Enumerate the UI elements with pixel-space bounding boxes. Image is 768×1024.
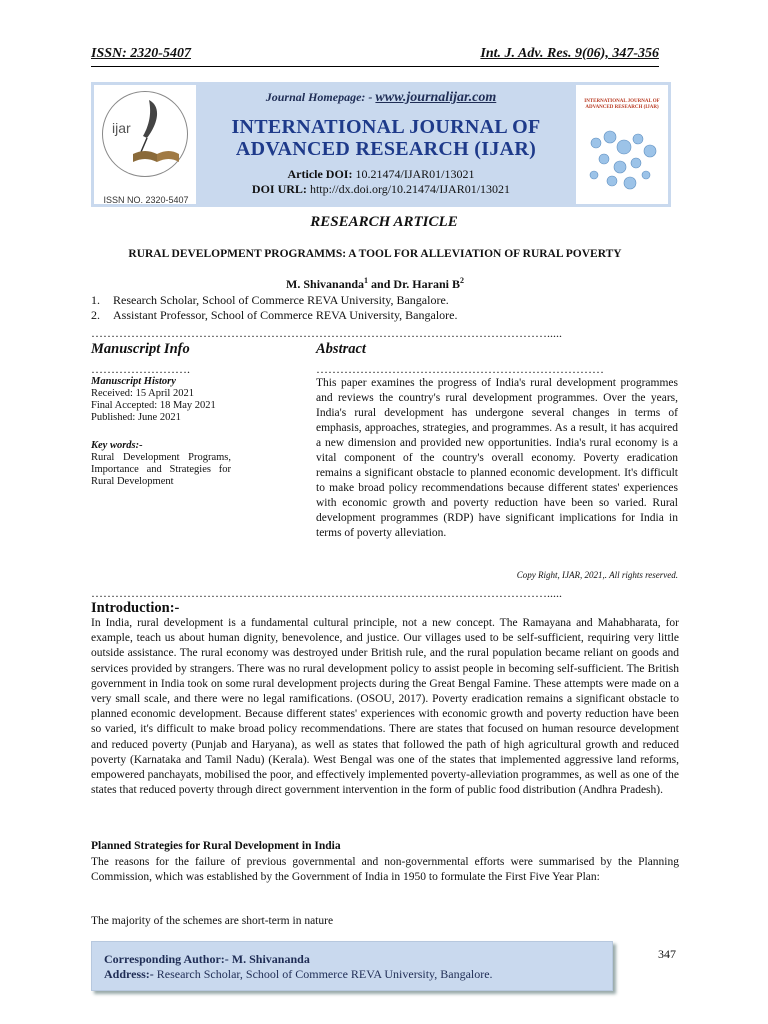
authors xyxy=(91,276,659,292)
introduction-heading: Introduction:- xyxy=(91,600,180,616)
history-label: Manuscript History xyxy=(91,376,176,387)
authors-and: and xyxy=(368,277,394,291)
logo-text: ijar xyxy=(112,120,131,136)
keywords: Rural Development Programs, Importance and Strategies for Rural Development xyxy=(91,452,231,487)
author-address xyxy=(104,967,493,982)
header-rule xyxy=(91,66,659,67)
cover-title: INTERNATIONAL JOURNAL OF ADVANCED RESEARCH (IJAR) xyxy=(584,99,660,110)
corresponding-author: Corresponding Author:- M. Shivananda xyxy=(104,952,310,966)
paper-title: RURAL DEVELOPMENT PROGRAMMS: A TOOL FOR ALLEVIATION OF RURAL POVERTY xyxy=(128,248,622,260)
author-1: M. Shivananda xyxy=(286,277,365,291)
homepage-link[interactable]: www.journalijar.com xyxy=(375,90,497,105)
running-header xyxy=(91,46,659,66)
strategies-note: The majority of the schemes are short-term in nature xyxy=(91,915,334,927)
abstract-text: This paper examines the progress of India's rural development programmes and reviews the country's rural development programmes. Over the years, India's rural development has undergone several changes in terms of emphasis, approaches, strategies, and programmes. As a result, it has acquired a new dimension and provided new opportunities. India's rural economy is a vital component of the country's overall economy. Poverty eradication remains a significant obstacle to planned economic development. It's difficult to make broad policy recommendations because different states' experiences with economic growth and poverty reduction have been so varied. Rural development programmes (RDP) have significant implications for India in terms of poverty alleviation. xyxy=(316,377,678,539)
affiliation-item xyxy=(91,293,457,308)
introduction-text: In India, rural development is a fundamental cultural principle, not a new concept. The Ramayana and Mahabharata, for example, teach us about human dignity, benevolence, and justice. Our villages used to be self-sufficient, requiring very little outside assistance. The rural economy was destroyed under British rule, and the rural population became reliant on goods and services provided by strangers. There was no rural development policy to assist people in becoming self-sufficient. The British government in India took on some rural development projects during the Great Bengal Famine. These attempts were made on a very small scale, and there were no legal ramifications. (OSOU, 2017). Poverty eradication remains a significant obstacle to planned economic development. Because different states' experiences with economic growth and poverty reduction have been so varied, it's difficult to make broad policy recommendations. There are states that focused on human resource development and reduced poverty (Punjab and Haryana), as well as states that followed the path of high agricultural growth and reduced poverty (Karnataka and Tamil Nadu) (Kerala). West Bengal was one of the states that implemented aggressive land reforms, empowered panchayats, mobilised the poor, and effectively implemented poverty-alleviation programmes, as well as one of the states that reduced poverty through direct government intervention in the form of public food distribution (Andhra Pradesh). xyxy=(91,617,679,797)
published-date: Published: June 2021 xyxy=(91,412,181,423)
doi-value: 10.21474/IJAR01/13021 xyxy=(355,167,475,181)
affiliation-number: 1. xyxy=(91,293,100,307)
info-dots: ……………………. xyxy=(91,364,190,374)
author-1-affil: 1 xyxy=(364,276,369,285)
issn-text: ISSN: 2320-5407 xyxy=(91,46,191,61)
affiliation-text: Assistant Professor, School of Commerce REVA University, Bangalore. xyxy=(113,308,458,322)
journal-title xyxy=(196,116,576,160)
abstract-heading: Abstract xyxy=(316,341,366,357)
doi-url-label: DOI URL: xyxy=(251,182,307,196)
affiliation-text: Research Scholar, School of Commerce REVA University, Bangalore. xyxy=(113,293,449,307)
manuscript-info xyxy=(91,376,231,488)
corresponding-author-box xyxy=(91,941,613,991)
affiliations xyxy=(91,293,457,323)
copyright: Copy Right, IJAR, 2021,. All rights reserved. xyxy=(516,570,678,580)
logo-issn: ISSN NO. 2320-5407 xyxy=(103,195,189,205)
author-2-affil: 2 xyxy=(459,276,464,285)
journal-title-line1: INTERNATIONAL JOURNAL OF xyxy=(231,116,541,138)
address-label: Address:- xyxy=(104,967,154,981)
manuscript-info-heading: Manuscript Info xyxy=(91,341,190,357)
dotted-separator: ……………………………………………………………………………………………………..... xyxy=(91,328,562,338)
citation-text: Int. J. Adv. Res. 9(06), 347-356 xyxy=(480,46,659,61)
journal-cover-image xyxy=(576,85,668,204)
article-type: RESEARCH ARTICLE xyxy=(310,214,458,230)
journal-title-line2: ADVANCED RESEARCH (IJAR) xyxy=(235,138,537,160)
dotted-separator: ……………………………………………………………………………………………………..... xyxy=(91,588,562,598)
journal-logo xyxy=(94,85,196,204)
homepage-label: Journal Homepage: - xyxy=(265,90,376,104)
affiliation-item xyxy=(91,308,457,323)
received-date: Received: 15 April 2021 xyxy=(91,388,194,399)
doi-url-link[interactable]: http://dx.doi.org/10.21474/IJAR01/13021 xyxy=(309,182,511,196)
address-text: Research Scholar, School of Commerce REVA University, Bangalore. xyxy=(153,967,493,981)
abstract-dots: ……………………………………………………………… xyxy=(316,364,604,374)
strategies-text: The reasons for the failure of previous governmental and non-governmental efforts were summarised by the Planning Commission, which was established by the Government of India in 1950 to formulate the First Five Year Plan: xyxy=(91,856,679,884)
author-2: Dr. Harani B xyxy=(393,277,460,291)
molecule-graphic-icon xyxy=(576,85,668,204)
keywords-label: Key words:- xyxy=(91,440,143,451)
accepted-date: Final Accepted: 18 May 2021 xyxy=(91,400,216,411)
doi-label: Article DOI: xyxy=(287,167,353,181)
page-number: 347 xyxy=(658,947,676,961)
journal-banner xyxy=(91,82,671,207)
affiliation-number: 2. xyxy=(91,308,100,322)
journal-homepage xyxy=(191,90,571,106)
doi-block xyxy=(191,167,571,197)
strategies-heading: Planned Strategies for Rural Development in India xyxy=(91,840,341,852)
